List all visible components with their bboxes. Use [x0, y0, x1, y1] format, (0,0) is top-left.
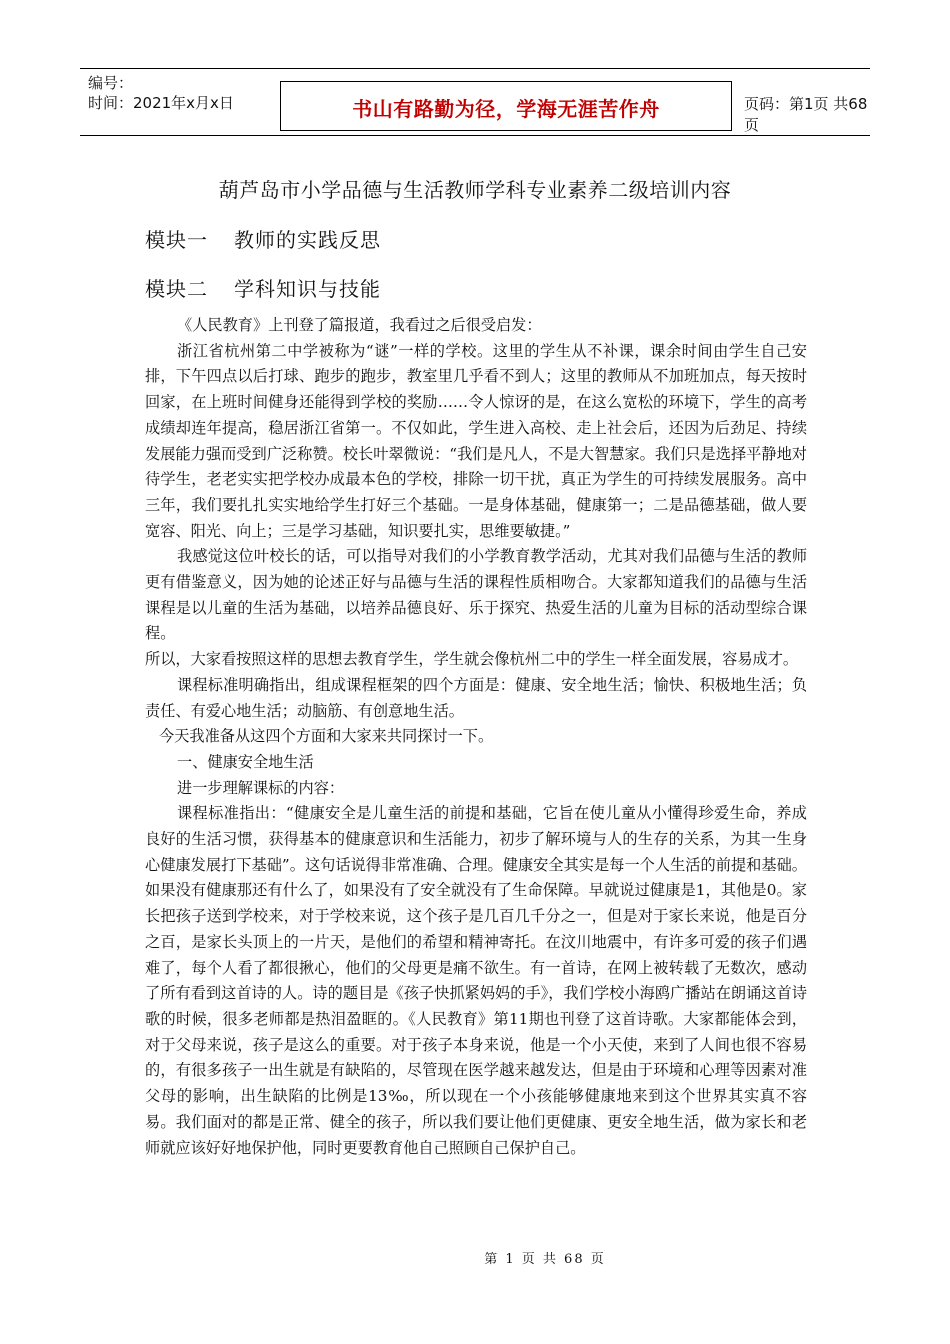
paragraph: 进一步理解课标的内容：: [177, 778, 345, 797]
paragraph: 浙江省杭州第二中学被称为“谜”一样的学校。这里的学生从不补课，课余时间由学生自己安排，下午四点以后打球、跑步的跑步，教室里几乎看不到人；这里的教师从不加班加点，每天按时回家，在上班时间健身还能得到学校的奖励……令人惊讶的是，在这么宽松的环境下，学生的高考成绩却连年提高，稳居浙江省第一。不仅如此，学生进入高校、走上社会后，还因为后劲足、持续发展能力强而受到广泛称赞。校长叶翠微说：“我们是凡人，不是大智慧家。我们只是选择平静地对待学生，老老实实把学校办成最本色的学校，排除一切干扰，真正为学生的可持续发展服务。高中三年，我们要扎扎实实地给学生打好三个基础。一是身体基础，健康第一；二是品德基础，做人要宽容、阳光、向上；三是学习基础，知识要扎实，思维要敏捷。”: [145, 341, 807, 540]
paragraph: 今天我准备从这四个方面和大家来共同探讨一下。: [159, 727, 494, 746]
page-header: [80, 68, 870, 136]
paragraph: 《人民教育》上刊登了篇报道，我看过之后很受启发：: [177, 316, 542, 334]
module-two-label: 模块二: [145, 277, 208, 301]
body-text: [145, 313, 807, 1161]
module-two-name: 学科知识与技能: [234, 277, 381, 301]
module-one-label: 模块一: [145, 228, 208, 252]
motto: 书山有路勤为径，学海无涯苦作舟: [352, 97, 660, 121]
paragraph: 我感觉这位叶校长的话，可以指导对我们的小学教育教学活动，尤其对我们品德与生活的教师更有借鉴意义，因为她的论述正好与品德与生活的课程性质相吻合。大家都知道我们的品德与生活课程是以儿童的生活为基础，以培养品德良好、乐于探究、热爱生活的儿童为目标的活动型综合课程。: [145, 547, 807, 643]
paragraph: 课程标准指出：“健康安全是儿童生活的前提和基础，它旨在使儿童从小懂得珍爱生命，养成良好的生活习惯，获得基本的健康意识和生活能力，初步了解环境与人的生存的关系，为其一生身心健康发展打下基础”。这句话说得非常准确、合理。健康安全其实是每一个人生活的前提和基础。如果没有健康那还有什么了，如果没有了安全就没有了生命保障。早就说过健康是1，其他是0。家长把孩子送到学校来，对于学校来说，这个孩子是几百几千分之一，但是对于家长来说，他是百分之百，是家长头顶上的一片天，是他们的希望和精神寄托。在汶川地震中，有许多可爱的孩子们遇难了，每个人看了都很揪心，他们的父母更是痛不欲生。有一首诗，在网上被转载了无数次，感动了所有看到这首诗的人。诗的题目是《孩子快抓紧妈妈的手》，我们学校小海鸥广播站在朗诵这首诗歌的时候，很多老师都是热泪盈眶的。《人民教育》第11期也刊登了这首诗歌。大家都能体会到，对于父母来说，孩子是这么的重要。对于孩子本身来说，他是一个小天使，来到了人间也很不容易的，有很多孩子一出生就是有缺陷的，尽管现在医学越来越发达，但是由于环境和心理等因素对准父母的影响，出生缺陷的比例是13‰，所以现在一个小孩能够健康地来到这个世界其实真不容易。我们面对的都是正常、健全的孩子，所以我们要让他们更健康、更安全地生活，做为家长和老师就应该好好地保护他，同时更要教育他自己照顾自己保护自己。: [145, 804, 807, 1157]
module-two-heading: [145, 273, 381, 302]
header-meta: [88, 73, 268, 113]
time-label: 时间：2021年x月x日: [88, 94, 234, 112]
section-heading: 一、健康安全地生活: [177, 752, 314, 771]
paragraph: 所以，大家看按照这样的思想去教育学生，学生就会像杭州二中的学生一样全面发展，容易成才。: [145, 650, 799, 669]
motto-box: [280, 81, 732, 131]
module-one-heading: [145, 224, 381, 253]
page-info: 页码：第1页 共68页: [744, 95, 868, 134]
module-one-name: 教师的实践反思: [234, 228, 381, 252]
page-footer: 第 1 页 共 68 页: [484, 1252, 606, 1267]
number-label: 编号：: [88, 74, 134, 92]
document-title: 葫芦岛市小学品德与生活教师学科专业素养二级培训内容: [218, 178, 732, 202]
paragraph: 课程标准明确指出，组成课程框架的四个方面是：健康、安全地生活；愉快、积极地生活；负责任、有爱心地生活；动脑筋、有创意地生活。: [145, 675, 807, 720]
